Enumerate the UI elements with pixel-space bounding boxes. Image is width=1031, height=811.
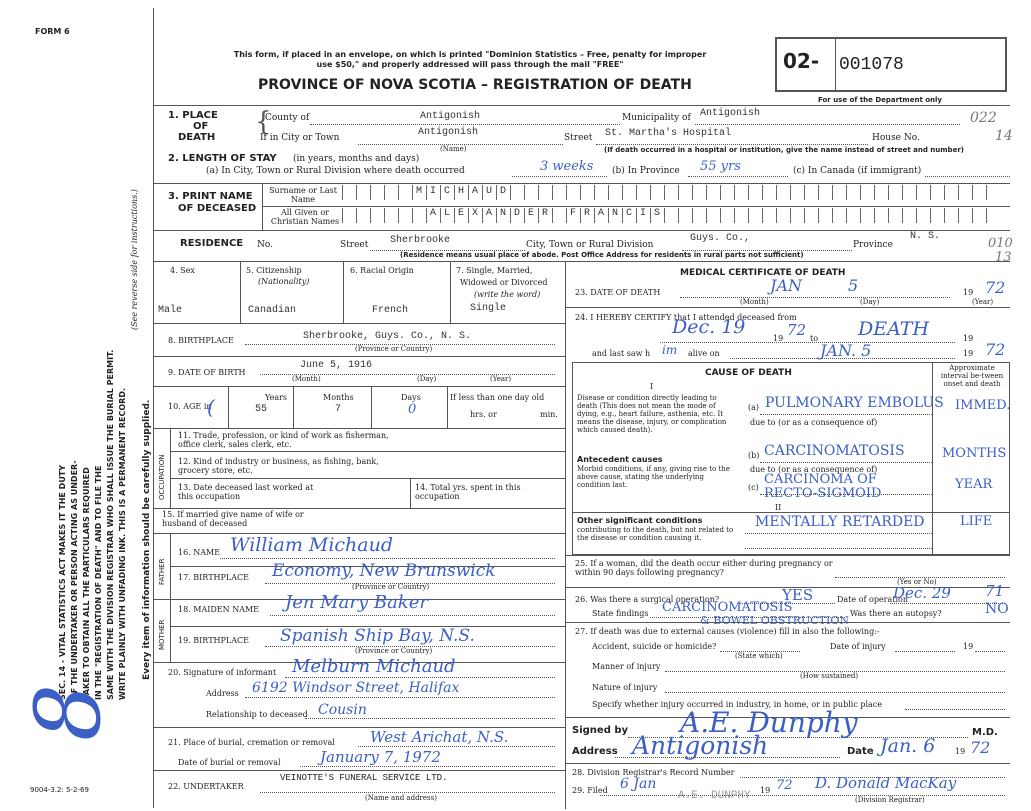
attended-to-label: to [810, 334, 819, 343]
other-conditions-value: MENTALLY RETARDED [755, 514, 925, 530]
less-than-day-label: If less than one day old [450, 393, 545, 402]
print-name-label: 3. PRINT NAME [168, 191, 253, 202]
dob-day-caption: (Day) [417, 375, 437, 383]
q28-label: 28. Division Registrar's Record Number [572, 768, 735, 777]
other-conditions-label: contributing to the death, but not related to the disease or condition causing it. [577, 526, 734, 543]
stay-a-label: (a) In City, Town or Rural Division where death occurred [206, 166, 465, 176]
city-label: If in City or Town [260, 133, 340, 143]
due-to-1: due to (or as a consequence of) [750, 418, 878, 427]
antecedent-label: Morbid conditions, if any, giving rise to the above cause, stating the underlying condition last. [577, 465, 730, 490]
racial-origin-label: 6. Racial Origin [350, 266, 414, 275]
given-letters-2: E [457, 208, 464, 219]
filed-by-signature: D. Donald MacKay [815, 774, 957, 792]
dob-year-caption: (Year) [490, 375, 512, 383]
dod-month-caption: (Month) [740, 298, 769, 306]
form-number: FORM 6 [35, 27, 70, 36]
father-side-label: FATHER [158, 558, 166, 585]
reg-prefix: 02- [783, 49, 820, 73]
birthplace-value: Sherbrooke, Guys. Co., N. S. [303, 331, 472, 342]
father-birthplace-label: 17. BIRTHPLACE [178, 573, 249, 582]
length-of-stay-note: (in years, months and days) [293, 154, 420, 164]
residence-province: N. S. [910, 231, 941, 242]
surname-letters-6: D [499, 186, 506, 197]
attended-to: DEATH [858, 318, 930, 340]
alive-on-label: alive on [688, 349, 720, 358]
mother-birthplace-label: 19. BIRTHPLACE [178, 636, 249, 645]
last-saw-label: and last saw h [592, 349, 651, 358]
burial-date-value: January 7, 1972 [320, 748, 441, 766]
birthplace-label: 8. BIRTHPLACE [168, 336, 234, 345]
given-letters-0: A [429, 208, 436, 219]
cert-year: 72 [970, 738, 991, 757]
occ-12-label: 12. Kind of industry or business, as fishing, bank, grocery store, etc. [178, 457, 379, 476]
relationship-label: Relationship to deceased [206, 710, 308, 719]
dod-day: 5 [848, 276, 859, 295]
given-letters-14: C [625, 208, 632, 219]
given-letters-5: N [499, 208, 506, 219]
q25-label: 25. If a woman, did the death occur either during pregnancy or within 90 days following pregnancy? [575, 559, 833, 578]
cause-b-interval: MONTHS [942, 446, 1007, 461]
mother-side-label: MOTHER [158, 619, 166, 650]
autopsy-label: Was there an autopsy? [850, 609, 942, 618]
surname-letters-3: H [457, 186, 464, 197]
length-of-stay-label: 2. LENGTH OF STAY [168, 153, 277, 164]
min-label: min. [540, 410, 558, 419]
margin-line-3: TAKER TO OBTAIN ALL THE PARTICULARS REQUIRED [82, 467, 91, 700]
manner-label: Manner of injury [592, 662, 661, 671]
cause-c-value: CARCINOMA OF RECTO-SIGMOID [764, 472, 882, 501]
place-of-death-label-a: 1. PLACE [168, 110, 218, 121]
cause-b-prefix: (b) [748, 451, 760, 460]
mother-maiden-value: Jen Mary Baker [285, 592, 428, 613]
section-I: I [650, 382, 654, 391]
surname-label: Surname or Last Name [269, 186, 337, 205]
reg-number: 001078 [839, 55, 904, 75]
given-letters-16: S [653, 208, 660, 219]
q26-label: 26. Was there a surgical operation? [575, 595, 720, 604]
mother-birthplace-caption: (Province or Country) [355, 647, 433, 655]
yes-no-caption: (Yes or No) [897, 578, 937, 586]
margin-line-8: Every item of information should be carefully supplied. [142, 399, 152, 680]
md-label: M.D. [972, 727, 998, 738]
sex-value: Male [158, 305, 183, 316]
op-year-value: 71 [985, 582, 1005, 600]
stay-b-value: 55 yrs [700, 159, 741, 174]
attended-to-year-prefix: 19 [963, 334, 974, 343]
attended-from-year: 72 [787, 321, 807, 339]
last-saw-hand: im [662, 343, 678, 357]
other-conditions-interval: LIFE [960, 514, 993, 529]
cause-a-interval: IMMED. [955, 398, 1011, 413]
residence-code-2: 13 [995, 250, 1012, 265]
margin-handwritten-mark: 8 [16, 683, 122, 742]
signed-by-signature: A.E. Dunphy [680, 706, 858, 739]
occupation-side-label: OCCUPATION [158, 454, 166, 500]
dob-value: June 5, 1916 [300, 360, 373, 371]
informant-address-label: Address [206, 689, 239, 698]
form-title: PROVINCE OF NOVA SCOTIA – REGISTRATION OF DEATH [258, 77, 692, 93]
age-days-label: Days [401, 393, 421, 402]
filed-stamp: A.E. DUNPHY [678, 790, 751, 802]
nature-label: Nature of injury [592, 683, 658, 692]
informant-address: 6192 Windsor Street, Halifax [252, 680, 460, 696]
hospital-note: (If death occurred in a hospital or institution, give the name instead of street and number) [604, 146, 964, 154]
residence-code-1: 010 [988, 236, 1013, 251]
dob-label: 9. DATE OF BIRTH [168, 368, 246, 377]
given-letters-3: X [471, 208, 478, 219]
interval-header: Approximate interval be-tween onset and death [940, 364, 1004, 389]
stay-b-label: (b) In Province [612, 166, 680, 176]
filed-year: 72 [776, 778, 793, 793]
mail-notice-2: use $50," and properly addressed will pass through the mail "FREE" [316, 60, 624, 69]
street-label: Street [564, 133, 593, 143]
q27-label: 27. If death was due to external causes (violence) fill in also the following:- [575, 627, 880, 636]
filed-date: 6 Jan [620, 776, 657, 792]
residence-province-label: Province [853, 240, 893, 250]
sex-label: 4. Sex [170, 266, 195, 275]
margin-line-1: SEC. 14 - VITAL STATISTICS ACT MAKES IT THE DUTY [58, 464, 67, 700]
given-letters-12: A [597, 208, 604, 219]
state-which-caption: (State which) [735, 652, 783, 660]
county-value: Antigonish [420, 111, 481, 122]
print-name-label-2: OF DECEASED [178, 203, 257, 214]
marital-value: Single [470, 303, 507, 314]
q26-value: YES [782, 586, 814, 604]
residence-label: RESIDENCE [180, 238, 244, 249]
attended-label: 24. I HEREBY CERTIFY that I attended deceased from [575, 313, 797, 322]
attended-from-year-prefix: 19 [773, 334, 784, 343]
antecedent-title: Antecedent causes [577, 455, 663, 464]
given-names-label: All Given or Christian Names [270, 208, 340, 227]
relationship-value: Cousin [318, 702, 367, 718]
margin-line-7: (See reverse side for instructions.) [130, 189, 139, 330]
injury-year-prefix: 19 [963, 642, 974, 651]
section-II: II [775, 503, 782, 512]
age-years-value: 55 [255, 404, 268, 415]
occ-14-label: 14. Total yrs. spent in this occupation [415, 483, 521, 502]
mail-notice-1: This form, if placed in an envelope, on which is printed "Dominion Statistics – Free, penalty for improper [233, 50, 707, 59]
surname-letters-4: A [471, 186, 478, 197]
given-letters-8: R [541, 208, 548, 219]
dept-use-note: For use of the Department only [818, 96, 942, 104]
burial-place-label: 21. Place of burial, cremation or removal [168, 738, 335, 747]
residence-note: (Residence means usual place of abode. Post Office Address for residents in rural parts not sufficient) [400, 251, 804, 259]
house-code: 14 [995, 128, 1013, 144]
cert-date: Jan. 6 [880, 735, 936, 757]
father-name-label: 16. NAME [178, 548, 221, 557]
other-conditions-title: Other significant conditions [577, 516, 703, 525]
citizenship-note: (Nationality) [258, 277, 310, 286]
injury-date-label: Date of injury [830, 642, 886, 651]
cause-c-prefix: (c) [748, 483, 759, 492]
city-value: Antigonish [418, 127, 479, 138]
given-letters-7: E [527, 208, 534, 219]
margin-line-6: WRITE PLAINLY WITH UNFADING INK. THIS IS A PERMANENT RECORD. [118, 388, 127, 700]
margin-line-5: SAME WITH THE DIVISION REGISTRAR WHO SHALL ISSUE THE BURIAL PERMIT. [106, 349, 115, 700]
residence-no-label: No. [257, 240, 273, 250]
birthplace-caption: (Province or Country) [355, 345, 433, 353]
last-saw-year: 72 [985, 340, 1006, 359]
burial-place-value: West Arichat, N.S. [370, 728, 509, 746]
burial-date-label: Date of burial or removal [178, 758, 281, 767]
registrar-caption: (Division Registrar) [855, 796, 925, 804]
occ-11-label: 11. Trade, profession, or kind of work as fisherman, office clerk, sales clerk, etc. [178, 431, 389, 450]
given-letters-6: D [513, 208, 520, 219]
municipality-value: Antigonish [700, 108, 761, 119]
immediate-cause-label: Disease or condition directly leading to death (This does not mean the mode of dying, e.g., heart failure, asthenia, etc. It means the disease, injury, or complication which caused death). [577, 394, 727, 435]
dob-month-caption: (Month) [292, 375, 321, 383]
residence-street: Sherbrooke [390, 235, 451, 246]
last-saw-year-prefix: 19 [963, 349, 974, 358]
physician-address-label: Address [572, 746, 618, 757]
filed-year-prefix: 19 [760, 786, 771, 795]
findings-value-2: & BOWEL OBSTRUCTION [700, 614, 849, 627]
given-letters-4: A [485, 208, 492, 219]
findings-label: State findings [592, 609, 649, 618]
undertaker-value: VEINOTTE'S FUNERAL SERVICE LTD. [280, 773, 448, 783]
given-letters-1: L [443, 208, 450, 219]
cause-c-interval: YEAR [955, 477, 993, 492]
residence-city: Guys. Co., [690, 233, 751, 244]
given-letters-15: I [639, 208, 646, 219]
dod-year-caption: (Year) [972, 298, 994, 306]
cert-year-prefix: 19 [955, 747, 966, 756]
stay-c-label: (c) In Canada (if immigrant) [793, 166, 922, 176]
father-name-value: William Michaud [230, 534, 394, 556]
marital-label-3: (write the word) [474, 290, 541, 299]
age-years-label: Years [265, 393, 288, 402]
name-caption: (Name) [440, 145, 467, 153]
last-saw-date: JAN. 5 [820, 341, 872, 360]
cause-a-prefix: (a) [748, 403, 760, 412]
mother-maiden-label: 18. MAIDEN NAME [178, 605, 259, 614]
cause-a-value: PULMONARY EMBOLUS [765, 395, 944, 411]
place-of-death-label-c: DEATH [178, 132, 216, 143]
registration-number-box [775, 37, 1007, 92]
racial-origin-value: French [372, 305, 409, 316]
surname-letters-1: I [429, 186, 436, 197]
margin-line-2: OF THE UNDERTAKER OR PERSON ACTING AS UNDER- [70, 460, 79, 700]
form-code: 9004-3.2: 5-2-69 [30, 786, 89, 794]
street-value: St. Martha's Hospital [605, 128, 732, 139]
margin-line-4: IN THE "REGISTRATION OF DEATH" AND TO FILE THE [94, 465, 103, 700]
municipality-code: 022 [970, 110, 997, 126]
findings-value: CARCINOMATOSIS [662, 600, 793, 615]
hrs-label: hrs. or [470, 410, 497, 419]
father-birthplace-value: Economy, New Brunswick [272, 561, 496, 581]
informant-sig-label: 20. Signature of informant [168, 668, 277, 677]
cause-b-value: CARCINOMATOSIS [764, 443, 905, 459]
op-date-label: Date of operation [837, 595, 909, 604]
due-to-2: due to (or as a consequence of) [750, 465, 878, 474]
age-label: 10. AGE in [168, 402, 212, 411]
given-letters-10: F [569, 208, 576, 219]
citizenship-value: Canadian [248, 305, 297, 316]
undertaker-label: 22. UNDERTAKER [168, 782, 244, 791]
given-letters-13: N [611, 208, 618, 219]
occ-13-label: 13. Date deceased last worked at this occupation [178, 483, 314, 502]
cert-date-label: Date [847, 746, 874, 757]
op-date-value: Dec. 29 [893, 584, 951, 602]
dod-year: 72 [985, 278, 1006, 297]
place-of-death-label-b: OF [193, 121, 209, 132]
residence-street-label: Street [340, 240, 369, 250]
attended-from: Dec. 19 [672, 316, 746, 338]
medical-header: MEDICAL CERTIFICATE OF DEATH [680, 268, 846, 278]
autopsy-value: NO [985, 601, 1009, 617]
informant-signature: Melburn Michaud [292, 656, 456, 677]
surname-letters-2: C [443, 186, 450, 197]
surname-letters-5: U [485, 186, 492, 197]
signed-by-label: Signed by [572, 725, 629, 736]
father-birthplace-caption: (Province or Country) [352, 583, 430, 591]
citizenship-label: 5. Citizenship [246, 266, 302, 275]
given-letters-11: R [583, 208, 590, 219]
undertaker-caption: (Name and address) [365, 794, 437, 802]
stay-a-value: 3 weeks [540, 159, 594, 174]
age-months-label: Months [323, 393, 354, 402]
dod-month: JAN [770, 276, 802, 295]
physician-address: Antigonish [632, 731, 769, 760]
dod-day-caption: (Day) [860, 298, 880, 306]
age-days-value: 0 [408, 402, 417, 417]
mother-birthplace-value: Spanish Ship Bay, N.S. [280, 626, 475, 646]
residence-city-label: City, Town or Rural Division [526, 240, 654, 250]
industry-label: Specify whether injury occurred in industry, in home, or in public place [592, 700, 882, 709]
dod-label: 23. DATE OF DEATH [575, 288, 661, 297]
how-sustained-caption: (How sustained) [800, 672, 859, 680]
cause-header: CAUSE OF DEATH [705, 368, 792, 378]
dod-year-prefix: 19 [963, 288, 974, 297]
marital-label-1: 7. Single, Married, [456, 266, 533, 275]
municipality-label: Municipality of [622, 113, 691, 123]
house-label: House No. [872, 133, 920, 143]
accident-label: Accident, suicide or homicide? [592, 642, 717, 651]
surname-letters-0: M [415, 186, 422, 197]
county-label: County of [265, 113, 310, 123]
q29-label: 29. Filed [572, 786, 608, 795]
married-15-label: 15. If married give name of wife or husband of deceased [162, 510, 304, 529]
age-months-value: 7 [335, 404, 342, 415]
marital-label-2: Widowed or Divorced [460, 278, 548, 287]
